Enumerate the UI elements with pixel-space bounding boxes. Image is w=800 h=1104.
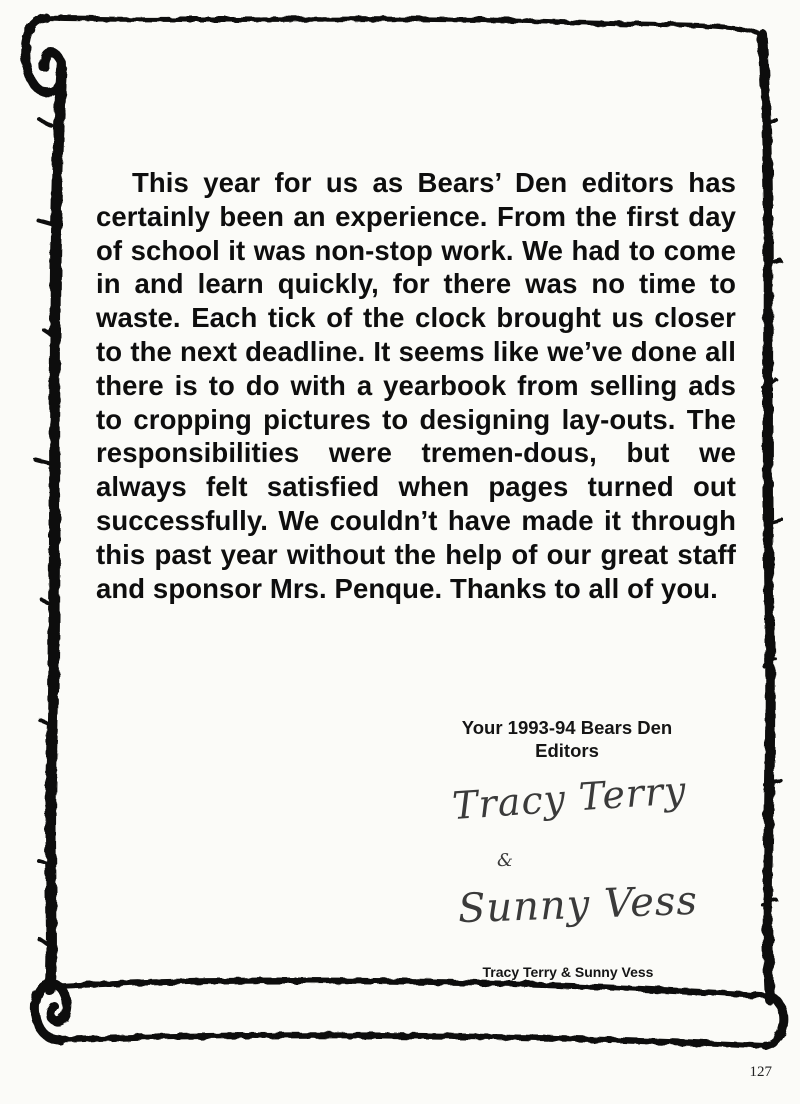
page-number: 127	[749, 1064, 772, 1080]
signature-ampersand: &	[497, 850, 514, 871]
scroll-top-edge	[46, 18, 762, 34]
closing-line-1: Your 1993-94 Bears Den	[461, 717, 673, 738]
editors-letter-text: This year for us as Bears’ Den editors has certainly been an experience. From the first day of school it was non-stop work. We had to come in and learn quickly, for there was no time to waste. Each tick of the clock brought us closer to the next deadline. It seems like we’ve done all there is to do with a yearbook from selling ads to cropping pictures to designing lay-outs. The responsibilities were tremen-dous, but we always felt satisfied when pages turned out successfully. We couldn’t have made it through this past year without the help of our great staff and sponsor Mrs. Penque. Thanks to all of you.	[96, 167, 736, 604]
closing-signoff	[412, 716, 722, 762]
scroll-bottom-roll-bottom	[60, 1035, 766, 1046]
signature-sunny-vess: Sunny Vess	[457, 877, 699, 933]
scroll-bottom-roll-top	[58, 981, 770, 996]
signature-tracy-terry: Tracy Terry	[450, 767, 688, 829]
closing-line-2: Editors	[535, 740, 599, 761]
scroll-left-edge	[50, 70, 62, 990]
printed-editor-names: Tracy Terry & Sunny Vess	[482, 964, 654, 980]
scroll-right-edge	[762, 34, 770, 1000]
